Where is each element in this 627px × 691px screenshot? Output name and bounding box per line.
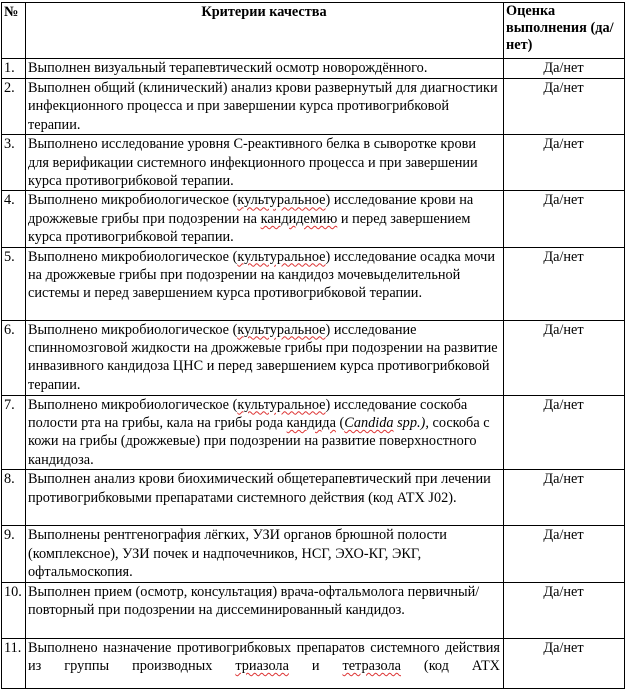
criterion-text-segment: Выполнен общий (клинический) анализ крови развернутый для диагностики инфекционного процесса и при завершении курса противогрибковой терапии.: [28, 80, 498, 133]
criterion-text-segment: ) исследование соскоба полости рта на грибы, кала на грибы рода: [28, 396, 468, 432]
table-row: [2, 638, 625, 688]
row-grade: Да/нет: [504, 191, 625, 247]
criterion-text-segment: Выполнен визуальный терапевтический осмотр новорождённого.: [28, 60, 428, 76]
criterion-text-segment: тетразола: [342, 657, 401, 674]
header-criteria: Критерии качества: [26, 3, 504, 59]
criterion-text-segment: (код АТХ: [400, 657, 500, 674]
criterion-text-segment: Candida: [344, 415, 394, 432]
criterion-text: [26, 470, 504, 526]
header-grade: Оценка выполнения (да/нет): [504, 3, 625, 59]
criterion-text: [26, 79, 504, 135]
table-row: [2, 526, 625, 582]
table-row: [2, 59, 625, 79]
criterion-text: [26, 320, 504, 395]
row-number: 2.: [2, 79, 26, 135]
criterion-text: [26, 191, 504, 247]
row-grade: Да/нет: [504, 79, 625, 135]
criterion-text-segment: Выполнено микробиологическое (: [28, 248, 238, 265]
criterion-text-segment: и: [288, 657, 343, 674]
row-number: 9.: [2, 526, 26, 582]
row-grade: Да/нет: [504, 526, 625, 582]
row-number: 8.: [2, 470, 26, 526]
table-row: [2, 395, 625, 470]
table-row: [2, 320, 625, 395]
criterion-text: [26, 59, 504, 79]
table-row: [2, 470, 625, 526]
criterion-text-segment: ) исследование спинномозговой жидкости на дрожжевые грибы при подозрении на развитие инвазивного кандидоза ЦНС и перед завершением курса противогрибковой терапии.: [28, 321, 498, 393]
row-number: 10.: [2, 582, 26, 638]
criterion-text: [26, 395, 504, 470]
criterion-text-segment: кандидемию: [260, 210, 338, 227]
row-grade: Да/нет: [504, 135, 625, 191]
criterion-text-segment: spp.),: [393, 415, 429, 432]
row-number: 11.: [2, 638, 26, 688]
table-body: [2, 59, 625, 689]
criterion-text-segment: Выполнены рентгенография лёгких, УЗИ органов брюшной полости (комплексное), УЗИ почек и надпочечников, НСГ, ЭХО-КГ, ЭКГ, офтальмоскопия.: [28, 527, 447, 581]
criterion-text-segment: кандида: [286, 415, 336, 432]
table-row: [2, 582, 625, 638]
criterion-text-segment: Выполнен анализ крови биохимический общетерапевтический при лечении противогрибковыми препаратами системного действия (код АТХ J02).: [28, 471, 491, 506]
criterion-text-segment: Выполнено микробиологическое (: [28, 396, 238, 413]
criterion-text-segment: соскоба с кожи на грибы (дрожжевые) при подозрении на развитие поверхностного кандидоза.: [28, 415, 490, 468]
table-row: [2, 79, 625, 135]
criterion-text-segment: ) исследование крови на дрожжевые грибы при подозрении на: [28, 192, 474, 227]
criterion-text-segment: Выполнено микробиологическое (: [28, 192, 238, 209]
quality-criteria-table: [1, 2, 625, 689]
criterion-text: [26, 638, 504, 688]
row-grade: Да/нет: [504, 582, 625, 638]
row-grade: Да/нет: [504, 247, 625, 320]
row-grade: Да/нет: [504, 470, 625, 526]
row-grade: Да/нет: [504, 395, 625, 470]
criterion-text-segment: Выполнено исследование уровня С-реактивного белка в сыворотке крови для верификации системного инфекционного процесса и при завершении курса противогрибковой терапии.: [28, 136, 478, 190]
table-header-row: [2, 3, 625, 59]
criterion-text: [26, 247, 504, 320]
row-number: 6.: [2, 320, 26, 395]
criterion-text-segment: триазола: [235, 657, 289, 674]
criterion-text: [26, 582, 504, 638]
criterion-text-segment: культуральное: [237, 321, 326, 338]
criterion-text-segment: (: [335, 415, 345, 432]
criterion-text-segment: культуральное: [237, 396, 326, 413]
row-grade: Да/нет: [504, 638, 625, 688]
row-grade: Да/нет: [504, 59, 625, 79]
criterion-text: [26, 135, 504, 191]
criterion-text-segment: культуральное: [237, 192, 326, 209]
criterion-text-segment: культуральное: [237, 248, 326, 265]
row-number: 1.: [2, 59, 26, 79]
criterion-text-segment: Выполнен прием (осмотр, консультация) врача-офтальмолога первичный/повторный при подозрении на диссеминированный кандидоз.: [28, 583, 480, 618]
row-number: 7.: [2, 395, 26, 470]
row-grade: Да/нет: [504, 320, 625, 395]
row-number: 5.: [2, 247, 26, 320]
header-number: №: [2, 3, 26, 59]
criterion-text-segment: Выполнено назначение противогрибковых препаратов системного действия из группы производных: [28, 639, 500, 674]
criterion-text-segment: ) исследование осадка мочи на дрожжевые грибы при подозрении на кандидоз мочевыделительной системы и перед завершением курса противогрибковой терапии.: [28, 248, 496, 302]
row-number: 4.: [2, 191, 26, 247]
row-number: 3.: [2, 135, 26, 191]
table-row: [2, 191, 625, 247]
table-row: [2, 247, 625, 320]
criterion-text-segment: Выполнено микробиологическое (: [28, 321, 238, 338]
table-row: [2, 135, 625, 191]
criterion-text: [26, 526, 504, 582]
criterion-text-segment: и перед завершением курса противогрибковой терапии.: [28, 210, 471, 246]
